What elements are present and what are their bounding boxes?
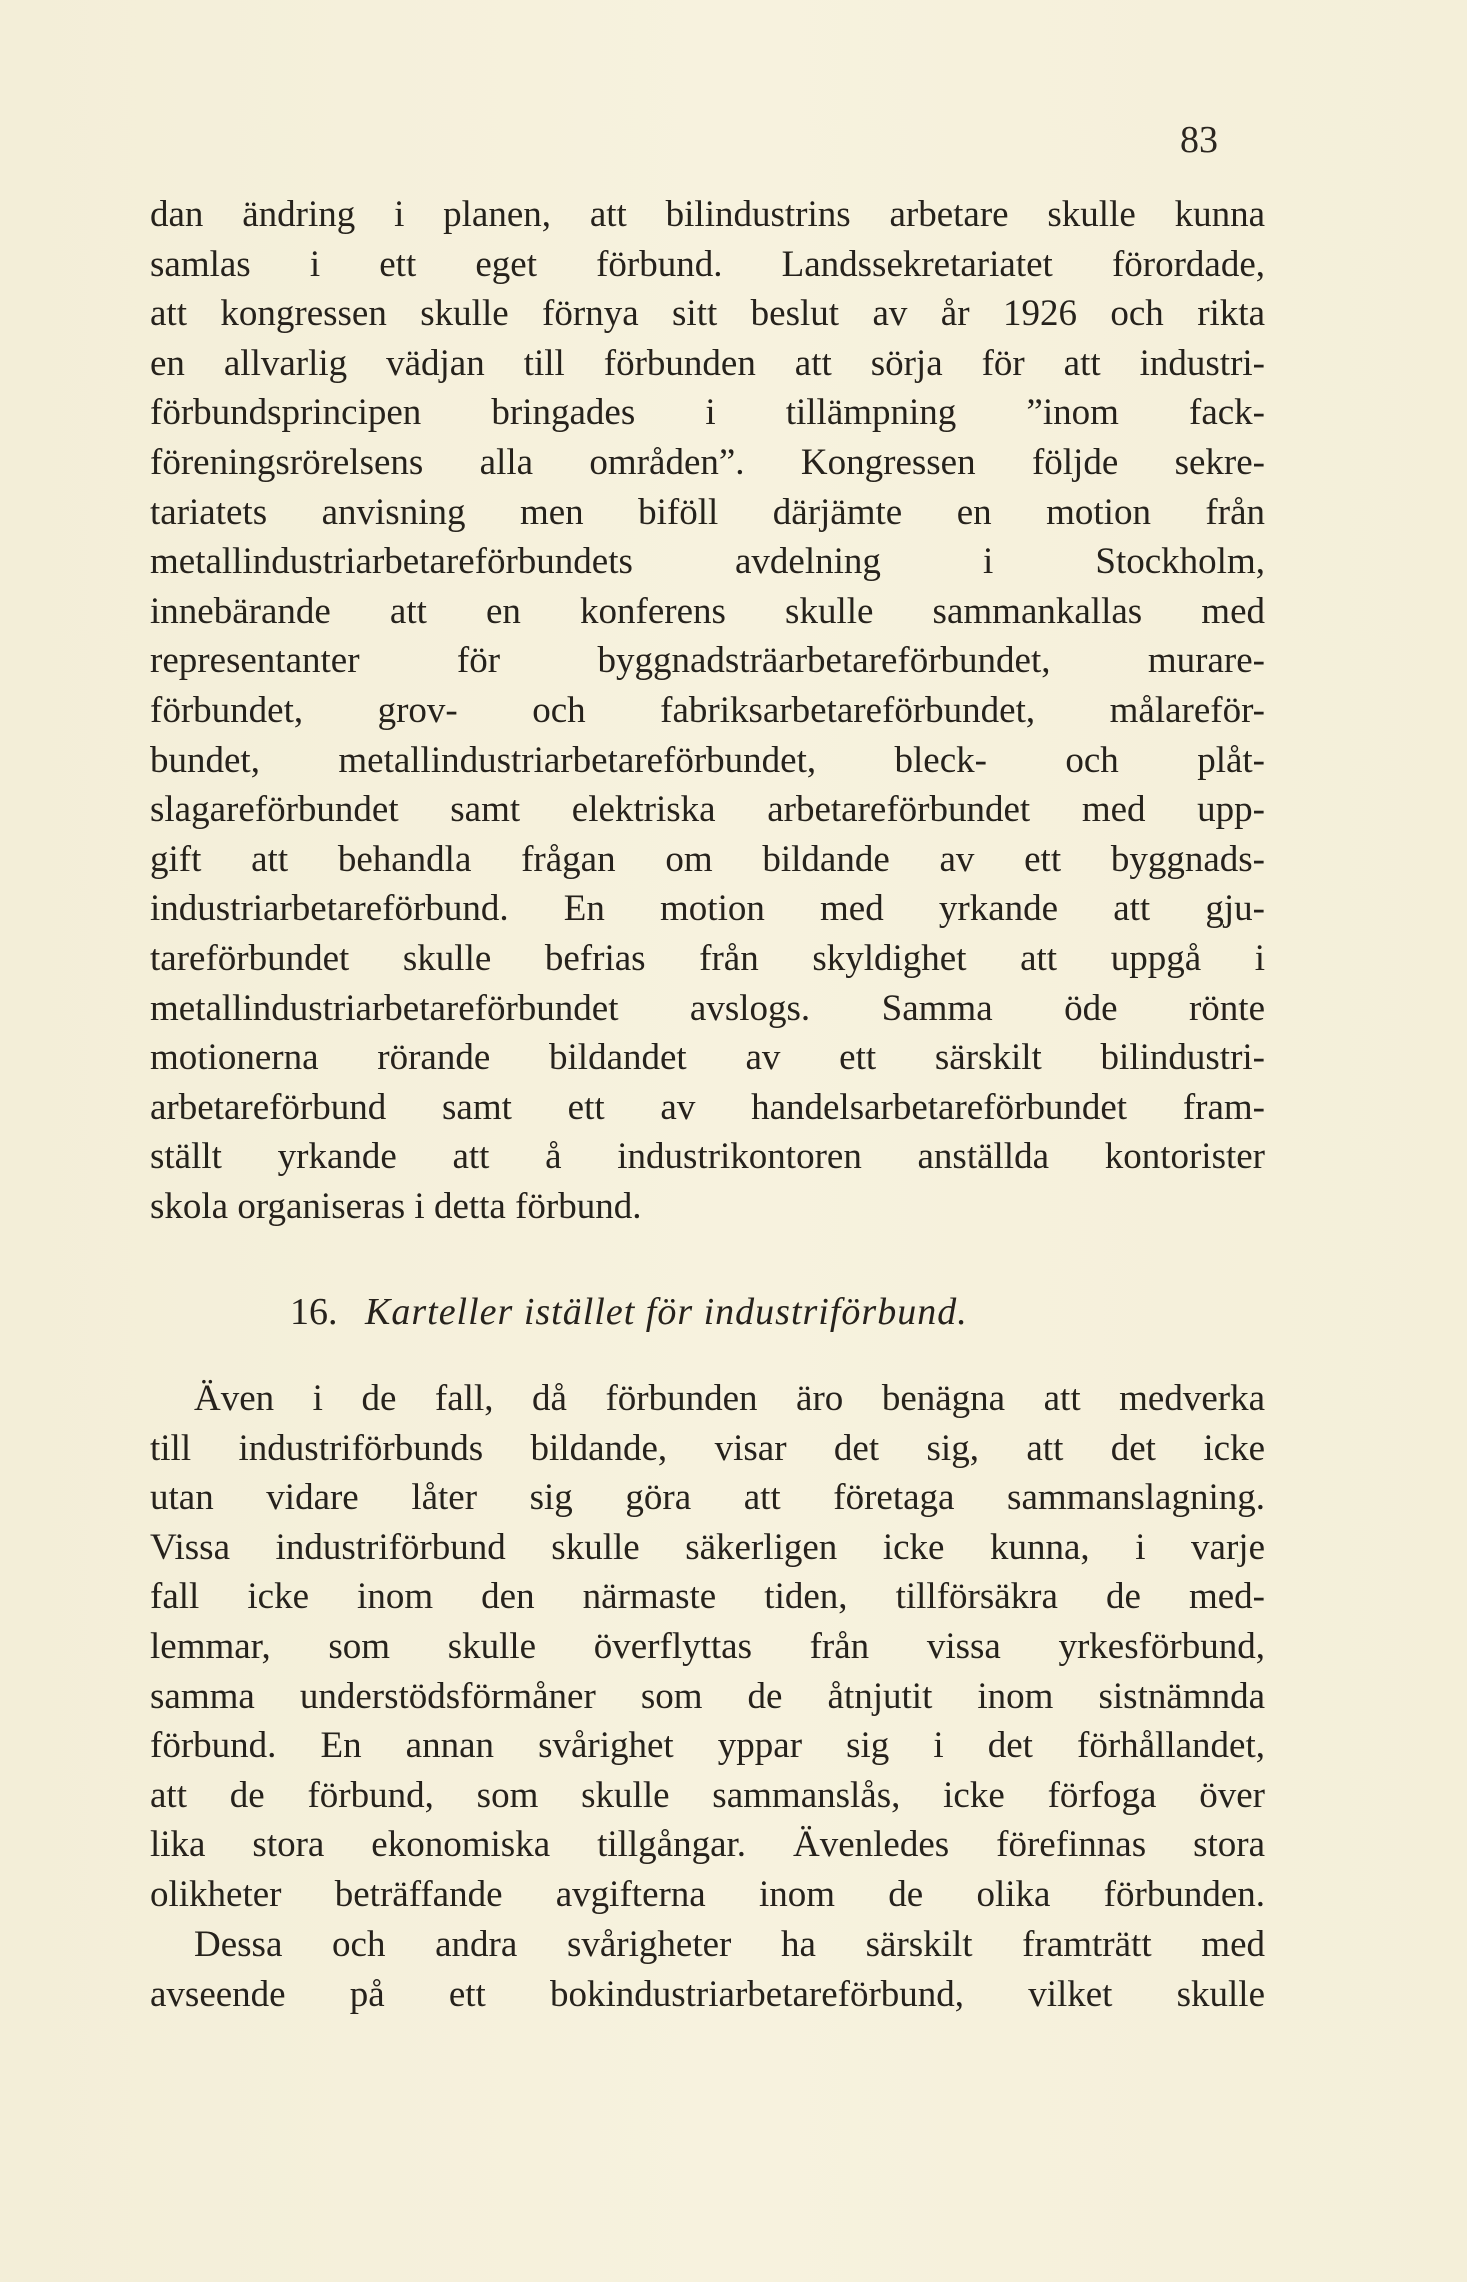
text-line: att de förbund, som skulle sammanslås, icke förfoga över bbox=[150, 1774, 1265, 1816]
text-line: en allvarlig vädjan till förbunden att sörja för att industri- bbox=[150, 342, 1265, 384]
text-line: representanter för byggnadsträarbetareförbundet, murare- bbox=[150, 640, 1265, 682]
text-line: utan vidare låter sig göra att företaga sammanslagning. bbox=[150, 1477, 1265, 1519]
text-line: metallindustriarbetareförbundets avdelning i Stockholm, bbox=[150, 541, 1265, 583]
text-line: Dessa och andra svårigheter ha särskilt framträtt med bbox=[194, 1924, 1265, 1965]
section-heading bbox=[290, 1290, 968, 1334]
text-line: lemmar, som skulle överflyttas från vissa yrkesförbund, bbox=[150, 1625, 1265, 1667]
text-line: tariatets anvisning men biföll därjämte en motion från bbox=[150, 491, 1265, 533]
text-line: innebärande att en konferens skulle sammankallas med bbox=[150, 590, 1265, 632]
section-number: 16. bbox=[290, 1291, 338, 1333]
text-line: förbundet, grov- och fabriksarbetareförbundet, målareför- bbox=[150, 689, 1265, 731]
text-line: industriarbetareförbund. En motion med yrkande att gju- bbox=[150, 888, 1265, 930]
text-line: gift att behandla frågan om bildande av ett byggnads- bbox=[150, 838, 1265, 880]
text-line: förbundsprincipen bringades i tillämpning ”inom fack- bbox=[150, 392, 1265, 434]
text-line: skola organiseras i detta förbund. bbox=[150, 1185, 642, 1227]
text-line: att kongressen skulle förnya sitt beslut av år 1926 och rikta bbox=[150, 293, 1265, 335]
page-number: 83 bbox=[1180, 119, 1218, 161]
text-line: arbetareförbund samt ett av handelsarbetareförbundet fram- bbox=[150, 1086, 1265, 1128]
text-line: Vissa industriförbund skulle säkerligen icke kunna, i varje bbox=[150, 1526, 1265, 1568]
text-line: olikheter beträffande avgifterna inom de olika förbunden. bbox=[150, 1873, 1265, 1915]
text-line: tareförbundet skulle befrias från skyldighet att uppgå i bbox=[150, 937, 1265, 979]
paragraph-3 bbox=[150, 1920, 1265, 2019]
text-line: föreningsrörelsens alla områden”. Kongressen följde sekre- bbox=[150, 441, 1265, 483]
text-line: lika stora ekonomiska tillgångar. Ävenledes förefinnas stora bbox=[150, 1824, 1265, 1866]
text-line: bundet, metallindustriarbetareförbundet, bleck- och plåt- bbox=[150, 739, 1265, 781]
text-line: avseende på ett bokindustriarbetareförbund, vilket skulle bbox=[150, 1973, 1265, 2015]
paragraph-1 bbox=[150, 190, 1265, 1231]
text-line: samlas i ett eget förbund. Landssekretariatet förordade, bbox=[150, 243, 1265, 285]
text-line: motionerna rörande bildandet av ett särskilt bilindustri- bbox=[150, 1037, 1265, 1079]
text-line: fall icke inom den närmaste tiden, tillförsäkra de med- bbox=[150, 1576, 1265, 1618]
paragraph-2 bbox=[150, 1374, 1265, 1920]
text-line: samma understödsförmåner som de åtnjutit inom sistnämnda bbox=[150, 1675, 1265, 1717]
text-line: slagareförbundet samt elektriska arbetareförbundet med upp- bbox=[150, 789, 1265, 831]
text-line: Även i de fall, då förbunden äro benägna att medverka bbox=[194, 1378, 1265, 1419]
text-line: till industriförbunds bildande, visar det sig, att det icke bbox=[150, 1427, 1265, 1469]
section-title: Karteller istället för industriförbund. bbox=[365, 1291, 968, 1333]
text-line: dan ändring i planen, att bilindustrins arbetare skulle kunna bbox=[150, 194, 1265, 235]
text-line: förbund. En annan svårighet yppar sig i det förhållandet, bbox=[150, 1725, 1265, 1767]
text-line: metallindustriarbetareförbundet avslogs. Samma öde rönte bbox=[150, 987, 1265, 1029]
text-line: ställt yrkande att å industrikontoren anställda kontorister bbox=[150, 1136, 1265, 1178]
